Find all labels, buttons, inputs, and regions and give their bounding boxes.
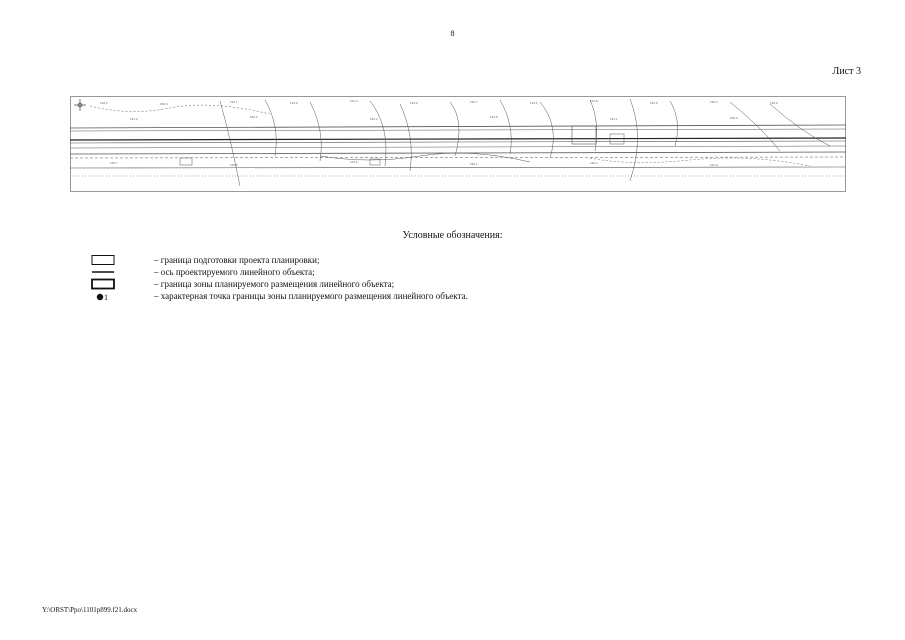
svg-text:151.9: 151.9 <box>710 163 718 167</box>
svg-text:150.8: 150.8 <box>230 163 238 167</box>
svg-text:152.4: 152.4 <box>370 117 378 121</box>
point-marker-icon <box>90 290 118 302</box>
svg-text:150.7: 150.7 <box>470 100 478 104</box>
legend-title: Условные обозначения: <box>402 230 503 241</box>
point-marker-label: 1 <box>104 293 108 302</box>
svg-text:149.8: 149.8 <box>490 115 498 119</box>
footer-file-path: Y:\ORST\Ppo\1101p899.f21.docx <box>42 606 138 614</box>
boundary-rectangle-icon <box>90 254 118 266</box>
svg-text:148.9: 148.9 <box>770 101 778 105</box>
axis-line-icon <box>90 266 118 278</box>
planning-map <box>70 96 846 192</box>
svg-text:150.2: 150.2 <box>710 100 718 104</box>
svg-text:151.8: 151.8 <box>590 99 598 103</box>
zone-rectangle-icon <box>90 278 118 290</box>
svg-text:149.9: 149.9 <box>290 101 298 105</box>
svg-text:150.3: 150.3 <box>250 115 258 119</box>
page-number: 8 <box>450 29 455 38</box>
svg-text:152.1: 152.1 <box>230 100 238 104</box>
sheet-label: Лист 3 <box>832 66 861 77</box>
svg-text:153.0: 153.0 <box>410 101 418 105</box>
svg-text:149.5: 149.5 <box>530 101 538 105</box>
svg-text:151.0: 151.0 <box>130 117 138 121</box>
svg-text:148.2: 148.2 <box>100 101 108 105</box>
svg-text:149.7: 149.7 <box>110 161 118 165</box>
svg-text:152.6: 152.6 <box>650 101 658 105</box>
svg-text:151.3: 151.3 <box>350 99 358 103</box>
legend-text: – характерная точка границы зоны планируемого размещения линейного объекта. <box>154 291 468 301</box>
legend-text: – граница подготовки проекта планировки; <box>154 255 320 265</box>
svg-text:151.1: 151.1 <box>610 117 618 121</box>
svg-text:150.1: 150.1 <box>470 162 478 166</box>
svg-text:150.0: 150.0 <box>730 116 738 120</box>
legend-text: – ось проектируемого линейного объекта; <box>154 267 315 277</box>
svg-text:149.4: 149.4 <box>590 161 598 165</box>
svg-text:151.6: 151.6 <box>350 160 358 164</box>
svg-text:150.4: 150.4 <box>160 102 168 106</box>
legend-text: – граница зоны планируемого размещения линейного объекта; <box>154 279 395 289</box>
